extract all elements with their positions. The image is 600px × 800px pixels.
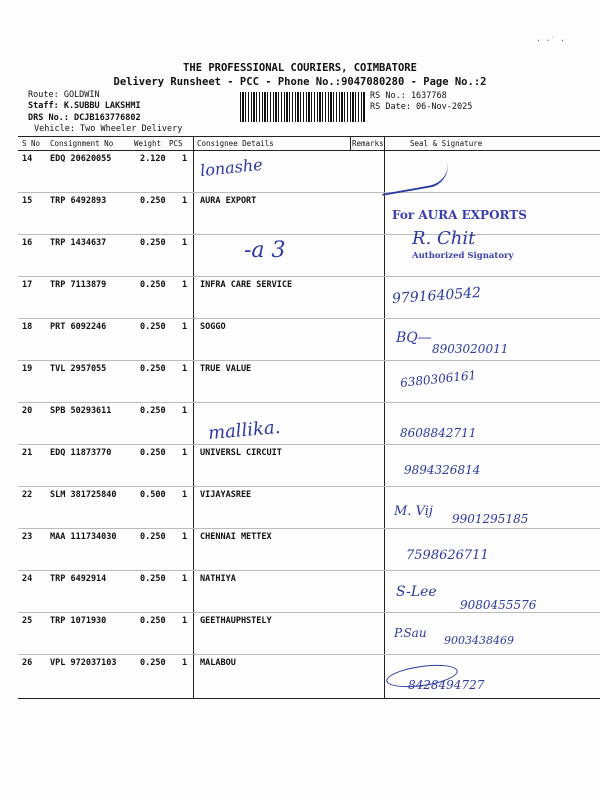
barcode — [240, 92, 366, 122]
row-consignment: TVL 2957055 — [50, 364, 107, 374]
row-consignee: MALABOU — [200, 658, 236, 668]
row-consignment: SLM 381725840 — [50, 490, 117, 500]
row-consignee: TRUE VALUE — [200, 364, 252, 374]
signature-scribble-14 — [379, 162, 452, 196]
row-consignment: PRT 6092246 — [50, 322, 107, 332]
row-pcs: 1 — [182, 532, 188, 542]
row-weight: 0.250 — [140, 406, 166, 416]
row-consignment: TRP 6492893 — [50, 196, 107, 206]
row-consignee: GEETHAUPHSTELY — [200, 616, 272, 626]
row-consignment: VPL 972037103 — [50, 658, 117, 668]
row-weight: 0.250 — [140, 364, 166, 374]
row-sno: 20 — [22, 406, 33, 416]
row-sno: 21 — [22, 448, 33, 458]
col-consignee: Consignee Details — [197, 139, 274, 148]
rs-number: RS No.: 1637768 — [370, 91, 447, 101]
row-divider — [18, 444, 600, 445]
row-consignee: UNIVERSL CIRCUIT — [200, 448, 282, 458]
row-consignment: TRP 1071930 — [50, 616, 107, 626]
row-sno: 17 — [22, 280, 33, 290]
row-consignment: EDQ 11873770 — [50, 448, 112, 458]
row-pcs: 1 — [182, 280, 188, 290]
signature-24-name: S-Lee — [396, 584, 437, 600]
row-divider — [18, 486, 600, 487]
row-weight: 0.250 — [140, 238, 166, 248]
row-sno: 22 — [22, 490, 33, 500]
row-sno: 16 — [22, 238, 33, 248]
drs-label: DRS No.: DCJB163776802 — [28, 113, 141, 123]
row-weight: 0.250 — [140, 322, 166, 332]
row-pcs: 1 — [182, 238, 188, 248]
row-sno: 19 — [22, 364, 33, 374]
rs-date: RS Date: 06-Nov-2025 — [370, 102, 473, 112]
col-consignment: Consignment No — [50, 139, 114, 148]
row-pcs: 1 — [182, 364, 188, 374]
row-pcs: 1 — [182, 322, 188, 332]
row-sno: 18 — [22, 322, 33, 332]
row-divider — [18, 318, 600, 319]
signature-18: 8903020011 — [432, 342, 509, 356]
row-sno: 24 — [22, 574, 33, 584]
row-pcs: 1 — [182, 658, 188, 668]
row-sno: 26 — [22, 658, 33, 668]
signature-26: 8428494727 — [408, 678, 485, 692]
row-weight: 0.250 — [140, 616, 166, 626]
row-consignment: TRP 6492914 — [50, 574, 107, 584]
row-sno: 14 — [22, 154, 33, 164]
col-pcs: PCS — [169, 139, 183, 148]
row-divider — [18, 276, 600, 277]
row-consignment: TRP 7113879 — [50, 280, 107, 290]
aura-stamp-line2: Authorized Signatory — [412, 251, 514, 261]
scan-mark: · ·˙ · — [536, 36, 565, 45]
signature-23: 7598626711 — [406, 548, 489, 563]
runsheet-subtitle: Delivery Runsheet - PCC - Phone No.:9047080280 - Page No.:2 — [113, 76, 487, 88]
handwritten-consignee-14: lonashe — [199, 154, 264, 181]
row-pcs: 1 — [182, 406, 188, 416]
col-seal-signature: Seal & Signature — [410, 139, 483, 148]
row-weight: 0.250 — [140, 448, 166, 458]
col-remarks: Remarks — [352, 139, 384, 148]
row-divider — [18, 360, 600, 361]
route-label: Route: GOLDWIN — [28, 90, 100, 100]
row-divider — [18, 654, 600, 655]
signature-21: 9894326814 — [404, 463, 481, 477]
signature-17: 9791640542 — [391, 284, 482, 308]
row-sno: 25 — [22, 616, 33, 626]
signature-18-scribble: BQ— — [396, 330, 432, 346]
row-consignee: VIJAYASREE — [200, 490, 252, 500]
signature-25: 9003438469 — [444, 634, 514, 647]
company-title: THE PROFESSIONAL COURIERS, COIMBATORE — [183, 62, 417, 74]
aura-stamp-sign: R. Chit — [412, 228, 476, 249]
handwritten-consignee-20: mallika. — [207, 416, 282, 445]
row-weight: 0.500 — [140, 490, 166, 500]
col-sno: S No — [22, 139, 41, 148]
row-consignment: MAA 111734030 — [50, 532, 117, 542]
row-consignee: SOGGO — [200, 322, 226, 332]
row-weight: 0.250 — [140, 280, 166, 290]
signature-22-name: M. Vij — [394, 504, 433, 519]
row-consignee: CHENNAI METTEX — [200, 532, 272, 542]
row-divider — [18, 528, 600, 529]
aura-stamp-line1: For AURA EXPORTS — [392, 208, 527, 222]
staff-label: Staff: K.SUBBU LAKSHMI — [28, 101, 141, 111]
row-consignee: INFRA CARE SERVICE — [200, 280, 293, 290]
row-divider — [18, 402, 600, 403]
signature-19: 6380306161 — [399, 368, 477, 390]
row-consignee: AURA EXPORT — [200, 196, 257, 206]
row-pcs: 1 — [182, 616, 188, 626]
row-pcs: 1 — [182, 154, 188, 164]
signature-24: 9080455576 — [460, 598, 537, 612]
row-pcs: 1 — [182, 574, 188, 584]
row-pcs: 1 — [182, 196, 188, 206]
row-divider — [18, 570, 600, 571]
handwritten-consignee-16: -a 3 — [244, 238, 286, 263]
row-sno: 15 — [22, 196, 33, 206]
row-consignment: TRP 1434637 — [50, 238, 107, 248]
row-weight: 0.250 — [140, 658, 166, 668]
row-weight: 0.250 — [140, 196, 166, 206]
row-sno: 23 — [22, 532, 33, 542]
row-consignment: SPB 50293611 — [50, 406, 112, 416]
signature-20: 8608842711 — [400, 426, 477, 440]
row-pcs: 1 — [182, 490, 188, 500]
row-divider — [18, 192, 600, 193]
row-consignment: EDQ 20620055 — [50, 154, 112, 164]
row-weight: 0.250 — [140, 532, 166, 542]
row-weight: 2.120 — [140, 154, 166, 164]
signature-22: 9901295185 — [452, 512, 529, 526]
row-weight: 0.250 — [140, 574, 166, 584]
row-pcs: 1 — [182, 448, 188, 458]
col-weight: Weight — [134, 139, 162, 148]
signature-25-name: P.Sau — [394, 626, 427, 640]
row-consignee: NATHIYA — [200, 574, 236, 584]
row-divider — [18, 612, 600, 613]
row-divider — [18, 234, 600, 235]
vehicle-label: Vehicle: Two Wheeler Delivery — [34, 124, 183, 134]
